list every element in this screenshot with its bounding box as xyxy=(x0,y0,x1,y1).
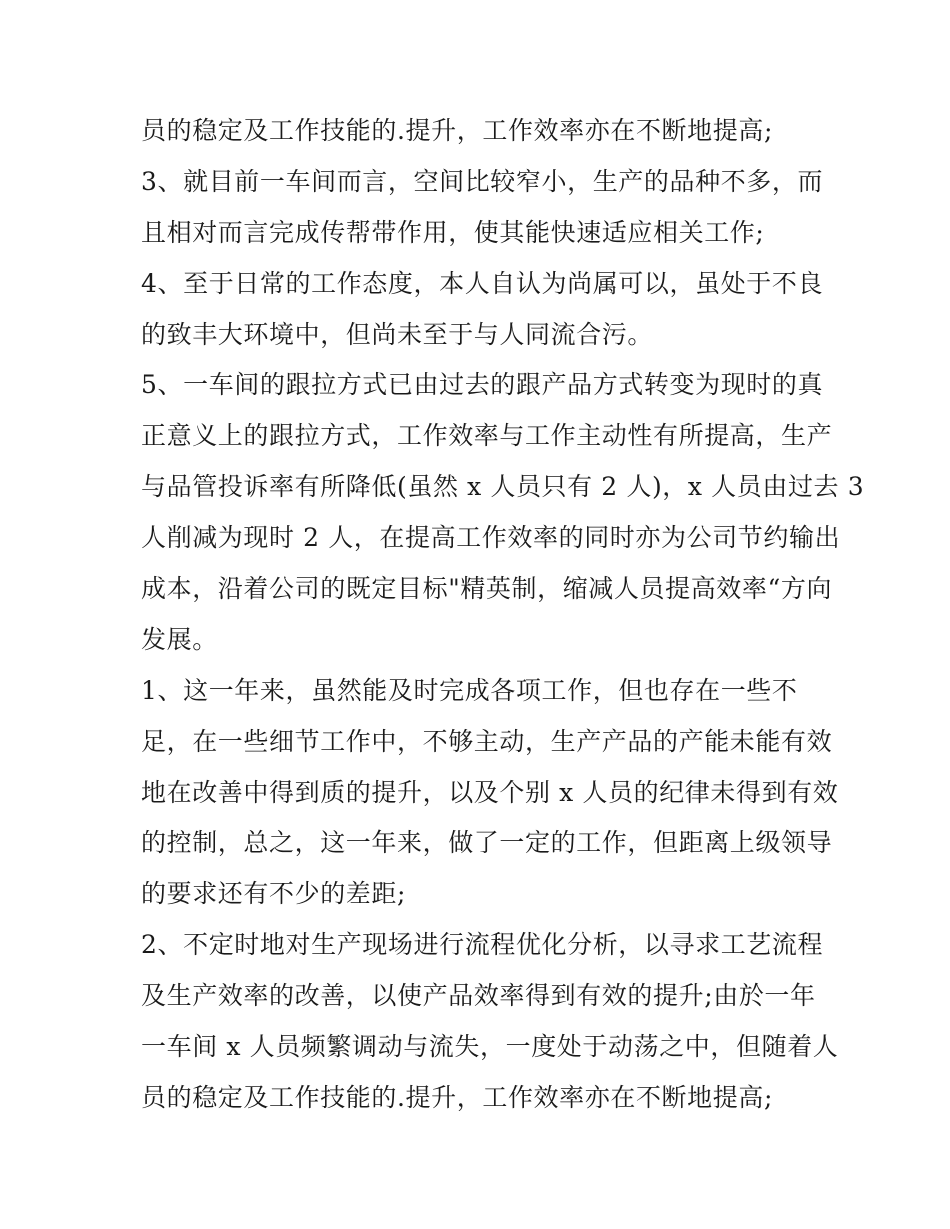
text-line: 及生产效率的改善，以使产品效率得到有效的提升;由於一年 xyxy=(141,981,816,1011)
text-line: 且相对而言完成传帮带作用，使其能快速适应相关工作; xyxy=(141,217,765,247)
text-line: 足，在一些细节工作中，不够主动，生产产品的产能未能有效 xyxy=(141,726,833,756)
text-line: 与品管投诉率有所降低(虽然 x 人员只有 2 人)，x 人员由过去 3 xyxy=(141,472,865,502)
text-line: 员的稳定及工作技能的.提升，工作效率亦在不断地提高; xyxy=(141,1082,773,1112)
text-line: 人削减为现时 2 人，在提高工作效率的同时亦为公司节约输出 xyxy=(141,523,841,553)
text-line: 地在改善中得到质的提升，以及个别 x 人员的纪律未得到有效 xyxy=(141,777,839,807)
text-line: 4、至于日常的工作态度，本人自认为尚属可以，虽处于不良 xyxy=(141,268,824,298)
text-line: 5、一车间的跟拉方式已由过去的跟产品方式转变为现时的真 xyxy=(141,370,824,400)
text-line: 的控制，总之，这一年来，做了一定的工作，但距离上级领导 xyxy=(141,828,833,858)
text-line: 员的稳定及工作技能的.提升，工作效率亦在不断地提高; xyxy=(141,116,773,145)
text-line: 成本，沿着公司的既定目标"精英制，缩减人员提高效率“方向 xyxy=(141,574,833,604)
text-line: 2、不定时地对生产现场进行流程优化分析，以寻求工艺流程 xyxy=(141,930,824,960)
document-body xyxy=(141,106,865,1124)
text-line: 一车间 x 人员频繁调动与流失，一度处于动荡之中，但随着人 xyxy=(141,1032,839,1062)
text-line: 正意义上的跟拉方式，工作效率与工作主动性有所提高，生产 xyxy=(141,421,833,451)
text-line: 的要求还有不少的差距; xyxy=(141,879,407,909)
text-line: 的致丰大环境中，但尚未至于与人同流合污。 xyxy=(141,319,654,349)
text-line: 3、就目前一车间而言，空间比较窄小，生产的品种不多，而 xyxy=(141,166,824,196)
text-line: 发展。 xyxy=(141,624,218,654)
text-line: 1、这一年来，虽然能及时完成各项工作，但也存在一些不 xyxy=(141,675,798,705)
